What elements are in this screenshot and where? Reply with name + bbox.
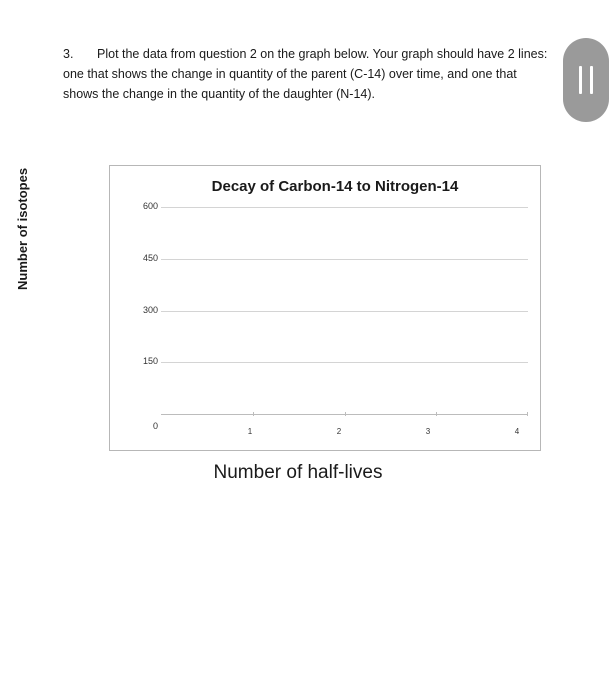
x-tick-label: 2 — [336, 427, 342, 436]
x-axis-label: Number of half-lives — [213, 462, 383, 483]
grip-line-left — [579, 66, 582, 94]
question-text-block — [63, 44, 553, 104]
y-tick-label: 450 — [142, 252, 158, 263]
y-tick-label: 300 — [142, 304, 158, 315]
x-tick-label: 4 — [514, 427, 520, 436]
gridline-300 — [161, 311, 528, 312]
scrollbar-handle[interactable] — [563, 38, 609, 122]
question-number: 3. — [63, 47, 74, 61]
gridline-600 — [161, 207, 528, 208]
x-tick-label: 1 — [247, 427, 253, 436]
x-tick-label: 3 — [425, 427, 431, 436]
x-tick-mark — [345, 412, 346, 416]
y-tick-label: 600 — [142, 201, 158, 211]
y-tick-label: 150 — [142, 356, 158, 367]
x-tick-mark — [253, 412, 254, 416]
x-tick-mark — [436, 412, 437, 416]
gridline-450 — [161, 259, 528, 260]
y-tick-label: 0 — [152, 421, 158, 431]
grip-line-right — [590, 66, 593, 94]
chart-title: Decay of Carbon-14 to Nitrogen-14 — [211, 178, 459, 195]
gridline-150 — [161, 362, 528, 363]
question-prompt: Plot the data from question 2 on the graph below. Your graph should have 2 lines: one that shows the change in quantity of the parent (C-14) over time, and one that shows the change in the quantity of the daughter (N-14). — [63, 47, 548, 101]
x-tick-mark — [527, 412, 528, 416]
y-axis-label: Number of isotopes — [15, 167, 30, 290]
